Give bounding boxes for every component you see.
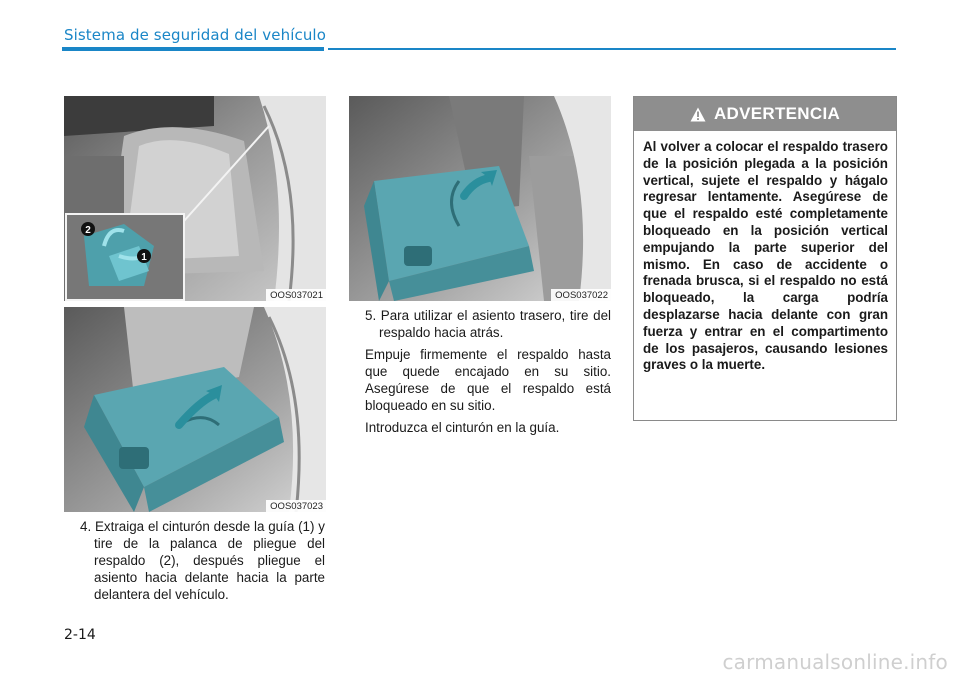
figure-seat-lever xyxy=(64,96,326,301)
figure-code: OOS037023 xyxy=(266,500,326,512)
figure-seat-return xyxy=(349,96,611,301)
header-rule-accent xyxy=(62,47,324,51)
seat-folded-illustration xyxy=(64,307,326,512)
warning-header xyxy=(634,97,896,131)
warning-text: Al volver a colocar el respaldo trasero de la posición plegada a la posición vertical, sujete el respaldo y hágalo regresar lentamente. Asegúrese de que el respaldo esté completamente bloqueado en la posición vertical empujando la parte superior del mismo. En caso de accidente o frenada brusca, si el respaldo no está bloqueado, la carga podría desplazarse hacia delante con gran fuerza y entrar en el compartimento de los pasajeros, causando lesiones graves o la muerte. xyxy=(643,139,888,373)
page-number: 2-14 xyxy=(64,627,96,643)
figure-seat-folded xyxy=(64,307,326,512)
seat-lever-illustration xyxy=(64,96,326,301)
warning-title: ADVERTENCIA xyxy=(713,104,841,123)
warning-box xyxy=(633,96,897,421)
step-5-paragraph-1: Empuje firmemente el respaldo hasta que quede encajado en su sitio. Asegúrese de que el respaldo está bloqueado en su sitio. xyxy=(365,347,611,413)
step-5-paragraph-2: Introduzca el cinturón en la guía. xyxy=(365,420,560,435)
section-title: Sistema de seguridad del vehículo xyxy=(64,26,326,44)
header-rule xyxy=(328,48,896,50)
step-4-text: 4. Extraiga el cinturón desde la guía (1) y tire de la palanca de pliegue del respaldo (2), después pliegue el asiento hacia delante hacia la parte delantera del vehículo. xyxy=(80,519,325,602)
step-5-text: 5. Para utilizar el asiento trasero, tire del respaldo hacia atrás. xyxy=(365,308,611,340)
step-5 xyxy=(365,307,611,436)
warning-triangle-icon xyxy=(690,107,706,122)
figure-code: OOS037021 xyxy=(266,289,326,301)
marker-1: 1 xyxy=(141,252,147,263)
step-4 xyxy=(80,518,325,603)
marker-2: 2 xyxy=(85,225,91,236)
seat-return-illustration xyxy=(349,96,611,301)
figure-code: OOS037022 xyxy=(551,289,611,301)
watermark: carmanualsonline.info xyxy=(722,650,948,674)
